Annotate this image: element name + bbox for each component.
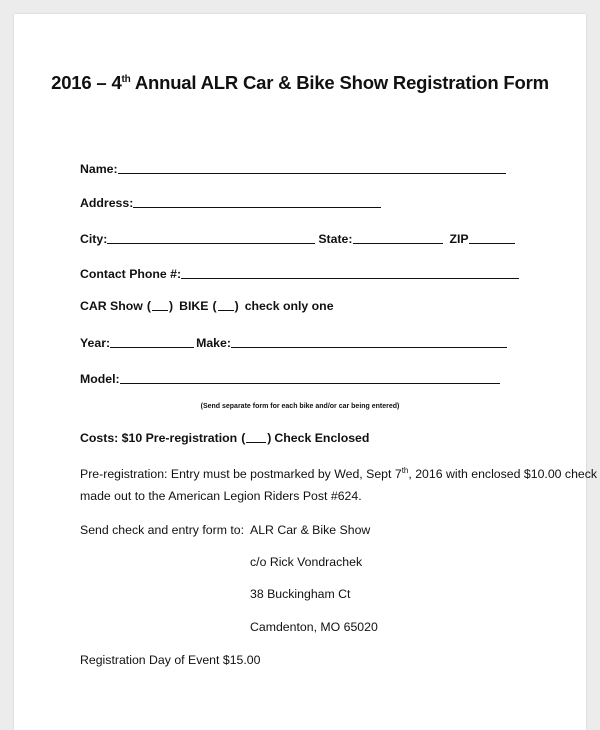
- type-row: CAR Show ( ) BIKE ( ) check only one: [80, 299, 334, 313]
- check-only-one-label: check only one: [244, 299, 334, 313]
- year-make-row: [80, 334, 507, 350]
- phone-label: Contact Phone #:: [80, 267, 182, 281]
- name-field[interactable]: [118, 160, 506, 174]
- car-show-checkbox[interactable]: [152, 299, 168, 311]
- model-label: Model:: [80, 372, 120, 386]
- city-state-zip-row: [80, 230, 515, 246]
- year-label: Year:: [80, 336, 111, 350]
- model-field[interactable]: [120, 370, 500, 384]
- check-enclosed-label: Check Enclosed: [274, 431, 370, 445]
- day-of-event-text: Registration Day of Event $15.00: [80, 653, 261, 667]
- bike-label: BIKE: [179, 299, 209, 313]
- costs-label: Costs: $10 Pre-registration: [80, 431, 238, 445]
- zip-field[interactable]: [469, 230, 515, 244]
- state-label: State:: [318, 232, 353, 246]
- bike-checkbox[interactable]: [218, 299, 234, 311]
- car-show-label: CAR Show: [80, 299, 143, 313]
- model-row: [80, 370, 500, 386]
- state-field[interactable]: [353, 230, 443, 244]
- address-label: Address:: [80, 196, 134, 210]
- form-page: [14, 14, 598, 730]
- address-line-2: c/o Rick Vondrachek: [250, 555, 363, 569]
- separate-form-note: (Send separate form for each bike and/or car being entered): [200, 403, 400, 410]
- zip-label: ZIP: [449, 232, 469, 246]
- costs-row: Costs: $10 Pre-registration ( ) Check Enclosed: [80, 431, 370, 445]
- year-field[interactable]: [110, 334, 194, 348]
- name-label: Name:: [80, 162, 118, 176]
- address-row: [80, 194, 381, 210]
- make-field[interactable]: [231, 334, 507, 348]
- city-label: City:: [80, 232, 108, 246]
- phone-field[interactable]: [181, 265, 519, 279]
- prereg-line-1: Pre-registration: Entry must be postmarked by Wed, Sept 7th, 2016 with enclosed $10.00 check: [80, 466, 598, 481]
- check-enclosed-checkbox[interactable]: [246, 431, 266, 443]
- city-field[interactable]: [107, 230, 315, 244]
- address-line-3: 38 Buckingham Ct: [250, 587, 351, 601]
- phone-row: [80, 265, 519, 281]
- page-title: 2016 – 4th Annual ALR Car & Bike Show Registration Form: [51, 72, 549, 93]
- address-line-4: Camdenton, MO 65020: [250, 620, 378, 634]
- address-line-1: ALR Car & Bike Show: [250, 523, 371, 537]
- make-label: Make:: [196, 336, 231, 350]
- send-to-label: Send check and entry form to:: [80, 523, 245, 537]
- prereg-line-2: made out to the American Legion Riders Post #624.: [80, 489, 362, 503]
- address-field[interactable]: [133, 194, 381, 208]
- name-row: [80, 160, 506, 176]
